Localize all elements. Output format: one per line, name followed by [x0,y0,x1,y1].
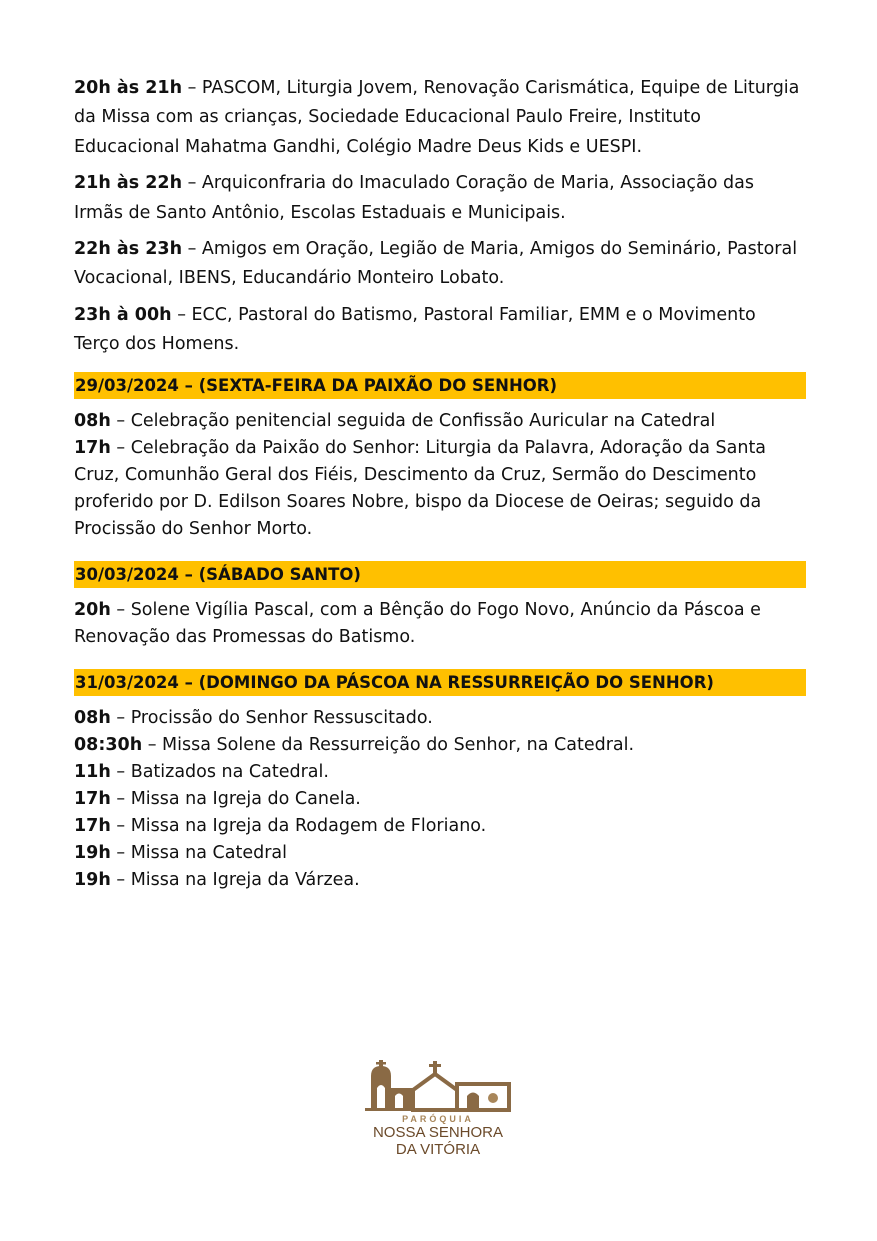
list-item [74,597,806,651]
event-text: – Missa na Igreja da Várzea. [110,869,360,890]
event-text: – Procissão do Senhor Ressuscitado. [110,707,433,728]
intro-block [74,74,806,360]
list-item [74,813,806,840]
event-text: – Solene Vigília Pascal, com a Bênção do Fogo Novo, Anúncio da Páscoa e Renovação das Promessas do Batismo. [74,599,761,647]
time-label: 20h às 21h [74,78,183,98]
event-text: – Batizados na Catedral. [110,761,329,782]
section-header: 30/03/2024 – (SÁBADO SANTO) [74,561,806,588]
schedule-paragraph [74,169,806,228]
event-list [74,408,806,543]
time-label: 22h às 23h [74,239,183,260]
event-text: – Missa na Igreja do Canela. [110,788,361,809]
parish-logo [362,1058,514,1158]
list-item [74,840,806,867]
schedule-text: – PASCOM, Liturgia Jovem, Renovação Carismática, Equipe de Liturgia da Missa com as crianças, Sociedade Educacional Paulo Freire, Instituto Educacional Mahatma Gandhi, Colégio Madre Deus Kids e UESPI. [74,78,800,157]
event-text: – Missa Solene da Ressurreição do Senhor, na Catedral. [142,734,635,755]
schedule-text: – Arquiconfraria do Imaculado Coração de Maria, Associação das Irmãs de Santo Antônio, Escolas Estaduais e Municipais. [74,173,754,223]
time-label: 19h [74,869,111,890]
logo-line-parish: PARÓQUIA [402,1114,474,1124]
time-label: 23h à 00h [74,304,172,325]
section-header: 31/03/2024 – (DOMINGO DA PÁSCOA NA RESSURREIÇÃO DO SENHOR) [74,669,806,696]
time-label: 21h às 22h [74,173,183,194]
list-item [74,867,806,894]
section-sunday [74,669,806,894]
list-item [74,759,806,786]
list-item [74,732,806,759]
event-text: – Missa na Igreja da Rodagem de Floriano. [110,815,487,836]
time-label: 08:30h [74,734,143,755]
time-label: 17h [74,815,111,836]
schedule-text: – Amigos em Oração, Legião de Maria, Amigos do Seminário, Pastoral Vocacional, IBENS, Educandário Monteiro Lobato. [74,239,798,289]
section-saturday [74,561,806,651]
list-item [74,786,806,813]
section-header: 29/03/2024 – (SEXTA-FEIRA DA PAIXÃO DO SENHOR) [74,372,806,399]
document-page [74,74,806,912]
time-label: 17h [74,437,111,458]
list-item [74,705,806,732]
schedule-paragraph [74,301,806,360]
time-label: 17h [74,788,111,809]
logo-line-name-2: DA VITÓRIA [395,1141,481,1158]
event-list [74,705,806,894]
time-label: 20h [74,599,111,620]
event-text: – Celebração penitencial seguida de Confissão Auricular na Catedral [110,410,716,431]
event-text: – Missa na Catedral [110,842,288,863]
time-label: 08h [74,410,111,431]
time-label: 19h [74,842,111,863]
event-text: – Celebração da Paixão do Senhor: Liturgia da Palavra, Adoração da Santa Cruz, Comunhão Geral dos Fiéis, Descimento da Cruz, Sermão do Descimento proferido por D. Edilson Soares Nobre, bispo da Diocese de Oeiras; seguido da Procissão do Senhor Morto. [74,437,767,539]
event-list [74,597,806,651]
section-friday [74,372,806,543]
time-label: 11h [74,761,111,782]
schedule-paragraph [74,235,806,294]
church-silhouette-icon [362,1058,514,1112]
time-label: 08h [74,707,111,728]
schedule-text: – ECC, Pastoral do Batismo, Pastoral Familiar, EMM e o Movimento Terço dos Homens. [74,304,756,355]
list-item [74,435,806,543]
list-item [74,408,806,435]
logo-line-name: NOSSA SENHORA [372,1124,504,1141]
schedule-paragraph [74,74,806,162]
